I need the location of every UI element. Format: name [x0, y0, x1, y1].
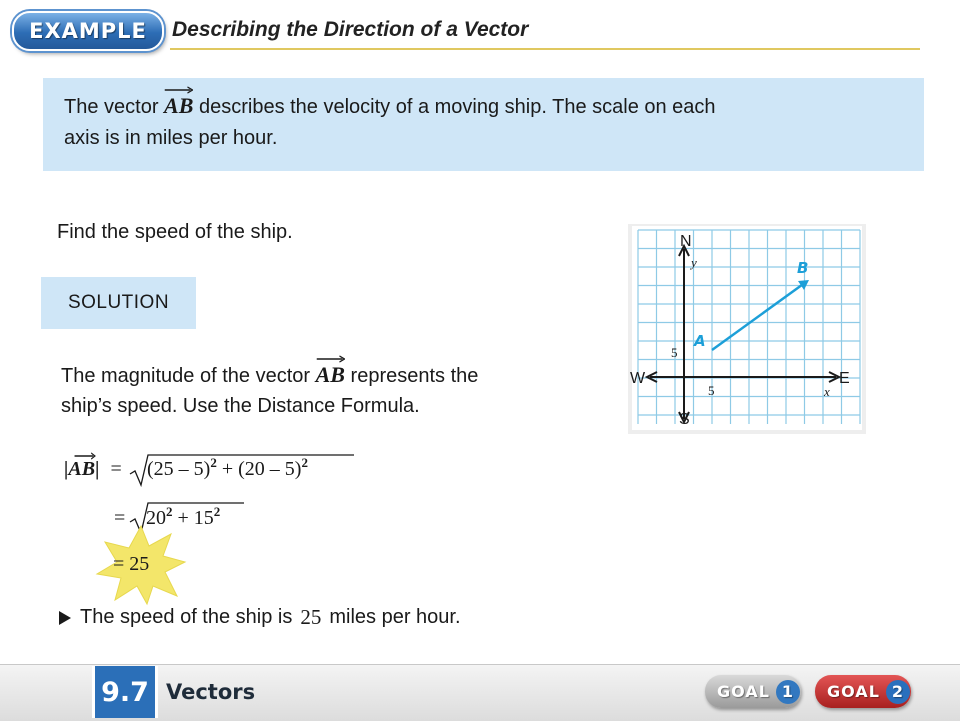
vector-arrow-icon	[316, 355, 345, 363]
goal-2-number: 2	[886, 680, 910, 704]
goal-2-button[interactable]	[815, 675, 911, 708]
equals-sign-2: =	[114, 507, 126, 529]
title-underline	[170, 48, 920, 50]
y-axis-label: y	[691, 255, 697, 270]
vector-magnitude: |AB|	[64, 458, 100, 481]
south-label: S	[679, 411, 690, 428]
formula-lhs	[64, 458, 122, 481]
result-value: = 25	[113, 553, 150, 575]
solution-label: SOLUTION	[41, 277, 196, 329]
explanation-line-2: ship’s speed. Use the Distance Formula.	[61, 395, 420, 417]
problem-text-before: The vector	[64, 96, 159, 118]
west-label: W	[630, 370, 646, 387]
goal-1-number: 1	[776, 680, 800, 704]
north-label: N	[680, 233, 692, 250]
explanation-text	[61, 360, 478, 421]
goal-1-button[interactable]	[705, 675, 801, 708]
radicand-2: $20^2 + 15^2$	[146, 504, 221, 529]
answer-text-before: The speed of the ship is	[80, 606, 293, 628]
graph-background	[632, 226, 862, 430]
example-badge: EXAMPLE	[12, 11, 164, 51]
problem-line-2: axis is in miles per hour.	[64, 127, 278, 149]
answer-value: 25	[300, 605, 322, 629]
explanation-line-1	[61, 360, 478, 391]
point-b-label: B	[797, 259, 809, 277]
lesson-number-badge: 9.7	[92, 666, 158, 718]
explanation-text-before: The magnitude of the vector	[61, 365, 311, 387]
east-label: E	[839, 370, 850, 387]
vector-ab	[316, 360, 345, 390]
page-title: Describing the Direction of a Vector	[172, 18, 529, 41]
problem-text-after: describes the velocity of a moving ship. The scale on each	[198, 96, 716, 118]
radicand-1: (25 – 5)$^2$ + (20 – 5)$^2$	[147, 455, 308, 480]
play-arrow-icon	[58, 610, 72, 626]
answer-statement	[58, 605, 461, 630]
vector-arrow-icon	[74, 452, 96, 460]
vector-graph	[628, 224, 866, 434]
problem-statement-box	[43, 78, 924, 171]
vector-ab-label: AB	[315, 362, 345, 387]
goal-1-label: GOAL	[717, 682, 770, 701]
point-a-label: A	[694, 332, 706, 350]
lesson-title: Vectors	[166, 680, 256, 704]
y-tick-label: 5	[671, 345, 678, 360]
goal-2-label: GOAL	[827, 682, 880, 701]
equals-sign: =	[110, 458, 122, 480]
question-text: Find the speed of the ship.	[57, 221, 293, 243]
explanation-text-after: represents the	[350, 365, 479, 387]
vector-arrow-icon	[164, 86, 193, 94]
answer-text-after: miles per hour.	[329, 606, 461, 628]
problem-line-1	[64, 91, 716, 122]
x-tick-label: 5	[708, 383, 715, 398]
vector-ab-label: AB	[164, 93, 194, 118]
x-axis-label: x	[824, 384, 830, 399]
vector-ab	[164, 91, 193, 121]
